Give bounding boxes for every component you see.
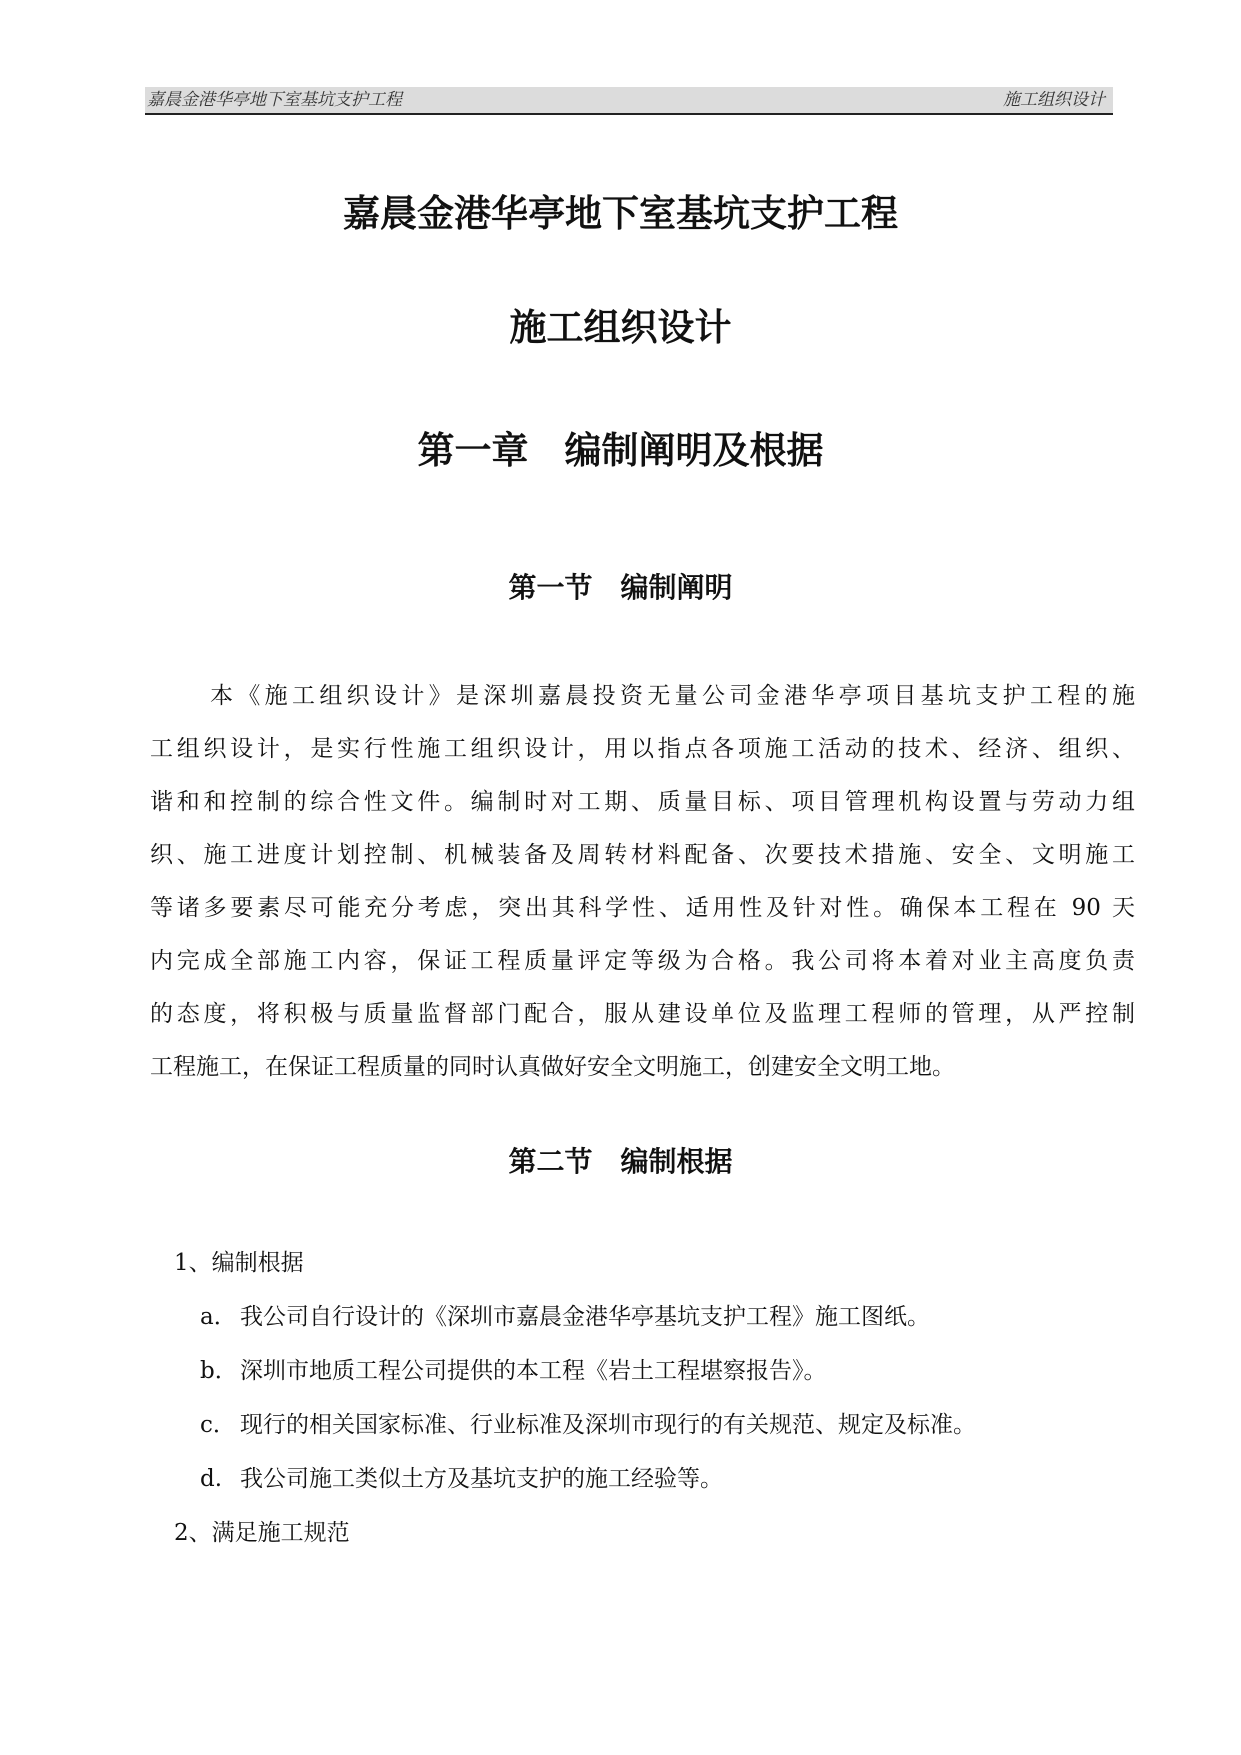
chapter-heading	[0, 429, 1241, 473]
list-item	[200, 1302, 930, 1332]
header-document-type: 施工组织设计	[1003, 90, 1105, 110]
list-text: 编制根据	[211, 1250, 304, 1276]
section-1-paragraph	[150, 670, 1135, 1094]
paragraph-line: 等诸多要素尽可能充分考虑，突出其科学性、适用性及针对性。确保本工程在 90 天	[150, 895, 1135, 921]
paragraph-line: 的态度，将积极与质量监督部门配合，服从建设单位及监理工程师的管理，从严控制	[150, 1001, 1135, 1027]
list-marker: a．	[200, 1304, 237, 1330]
project-title: 嘉晨金港华亭地下室基坑支护工程	[343, 192, 898, 235]
list-text: 现行的相关国家标准、行业标准及深圳市现行的有关规范、规定及标准。	[240, 1412, 976, 1438]
list-item	[200, 1464, 723, 1494]
section-number: 第一节	[508, 571, 593, 604]
list-marker: d.	[200, 1466, 223, 1492]
list-text: 我公司施工类似土方及基坑支护的施工经验等。	[240, 1466, 723, 1492]
list-marker: 2、	[174, 1520, 212, 1546]
section-name: 编制根据	[620, 1145, 733, 1178]
list-text: 满足施工规范	[211, 1520, 350, 1546]
section-heading-2	[0, 1145, 1241, 1179]
paragraph-line: 内完成全部施工内容，保证工程质量评定等级为合格。我公司将本着对业主高度负责	[150, 948, 1135, 974]
list-item	[174, 1518, 350, 1548]
list-marker: c．	[200, 1412, 236, 1438]
paragraph-line: 工组织设计，是实行性施工组织设计，用以指点各项施工活动的技术、经济、组织、	[150, 736, 1135, 762]
paragraph-line: 工程施工，在保证工程质量的同时认真做好安全文明施工，创建安全文明工地。	[150, 1054, 955, 1080]
paragraph-line: 谐和和控制的综合性文件。编制时对工期、质量目标、项目管理机构设置与劳动力组	[150, 789, 1135, 815]
section-heading-1	[0, 571, 1241, 605]
list-item	[174, 1248, 304, 1278]
paragraph-line: 织、施工进度计划控制、机械装备及周转材料配备、次要技术措施、安全、文明施工	[150, 842, 1135, 868]
list-text: 我公司自行设计的《深圳市嘉晨金港华亭基坑支护工程》施工图纸。	[240, 1304, 930, 1330]
list-marker: 1、	[174, 1250, 212, 1276]
list-item	[200, 1410, 976, 1440]
chapter-number: 第一章	[417, 429, 529, 472]
paragraph-line: 本《施工组织设计》是深圳嘉晨投资无量公司金港华亭项目基坑支护工程的施	[210, 683, 1135, 709]
section-number: 第二节	[508, 1145, 593, 1178]
document-type-title: 施工组织设计	[509, 306, 732, 349]
header-document-title: 嘉晨金港华亭地下室基坑支护工程	[147, 90, 402, 110]
list-text: 深圳市地质工程公司提供的本工程《岩土工程堪察报告》。	[240, 1358, 827, 1384]
page-header	[145, 87, 1113, 115]
list-item	[200, 1356, 827, 1386]
chapter-name: 编制阐明及根据	[564, 429, 824, 472]
section-name: 编制阐明	[620, 571, 733, 604]
list-marker: b．	[200, 1358, 238, 1384]
